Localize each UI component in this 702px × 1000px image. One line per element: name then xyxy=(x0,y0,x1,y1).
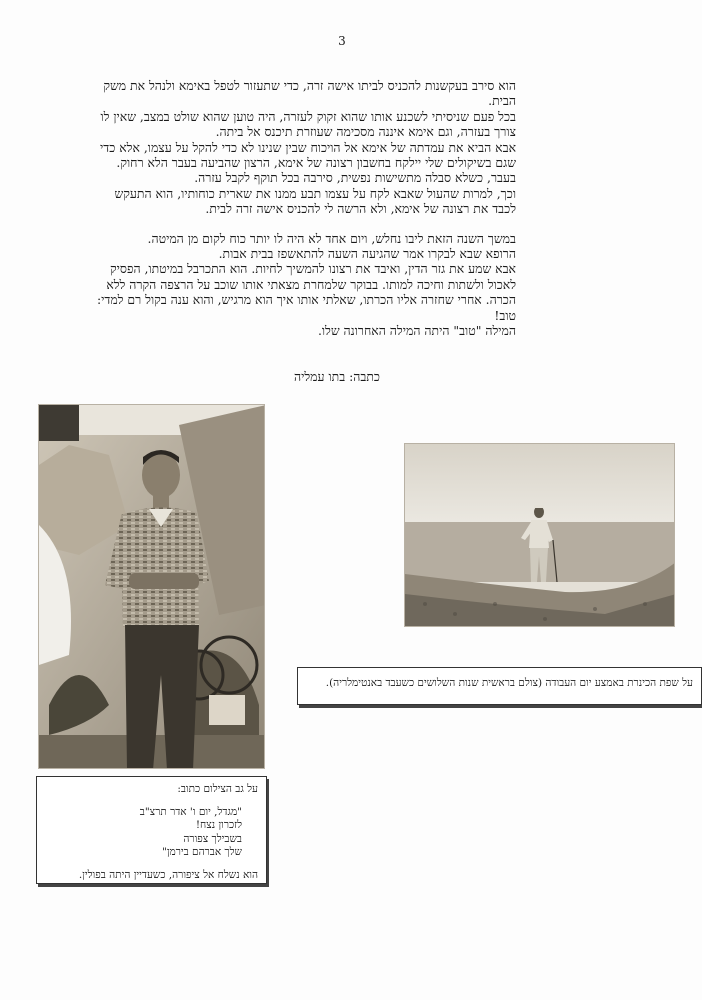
paragraph: אבא הביא את עמדתה של אימא אל הויכוח שבין שנינו לא כדי להקל על עצמו, אלא כדי שגם בשיקולים שלי יילקח בחשבון רצונה של אימא, הרצון שהביעה בעבר הלא רחוק. בעבר, כשלא סבלה מתשישות נפשית, סירבה בכל תוקף לקבל עזרה. xyxy=(100,139,516,186)
paragraph: המילה "טוב" היתה המילה האחרונה שלו. xyxy=(317,323,516,339)
photo-back-caption xyxy=(36,776,267,884)
inscription-line: שלך אברהם בירמן" xyxy=(162,846,242,858)
paragraph: הרופא שבא לבקרו אמר שהגיעה השעה להתאשפז בבית אבות. xyxy=(218,246,516,262)
lake-photo-caption xyxy=(297,667,702,705)
memoir-text xyxy=(96,78,516,339)
paragraph: במשך השנה הזאת ליבו נחלש, ויום אחד לא היה לו יותר כוח לקום מן המיטה. xyxy=(147,230,516,246)
author-signature: כתבה: בתו עמליה xyxy=(294,369,380,384)
paragraph: וכך, למרות שהעול שאבא לקח על עצמו תבע ממנו את שארית כוחותיו, הוא התעקש לכבד את רצונה של אימא, ולא הרשה לי להכניס אישה זרה לבית. xyxy=(114,185,516,217)
portrait-photo xyxy=(38,404,265,769)
page-number: 3 xyxy=(338,34,346,48)
paragraph: הוא סירב בעקשנות להכניס לביתו אישה זרה, כדי שתעזור לטפל באימא ולנהל את משק הבית. xyxy=(103,78,516,109)
paragraph: בכל פעם שניסיתי לשכנע אותו שהוא זקוק לעזרה, היה טוען שהוא שולט במצב, שאין לו צורך בעזרה, וגם אימא איננה מסכימה שעוזרת תיכנס אל ביתה. xyxy=(100,108,516,140)
lake-shore-photo xyxy=(404,443,675,627)
caption-heading: על גב הצילום כתוב: xyxy=(177,783,258,795)
inscription-line: "מגדל, יום ו' אדר תרצ"ב xyxy=(139,805,242,818)
paragraph: אבא שמע את גזר הדין, ואיבד את רצונו להמשיך לחיות. הוא התכרבל במיטתו, הפסיק לאכול ולשתות וחיכה למותו. בבוקר שלמחרת מצאתי אותו שוכב על הרצפה הקרה ללא הכרה. אחרי שחזרה אליו הכרתו, שאלתי אותו איך הוא מרגיש, והוא ענה בקול רם למדי: טוב! xyxy=(96,261,516,323)
caption-note: הוא נשלח אל ציפורה, כשעדיין היתה בפולין. xyxy=(78,868,258,881)
inscription-line: לזכרון נצח! xyxy=(195,819,242,831)
caption-text: על שפת הכינרת באמצע יום העבודה (צולם בראשית שנות השלושים כשעבד באנטימלריה). xyxy=(325,677,693,689)
inscription-line: בשבילך צפורה xyxy=(183,832,242,845)
